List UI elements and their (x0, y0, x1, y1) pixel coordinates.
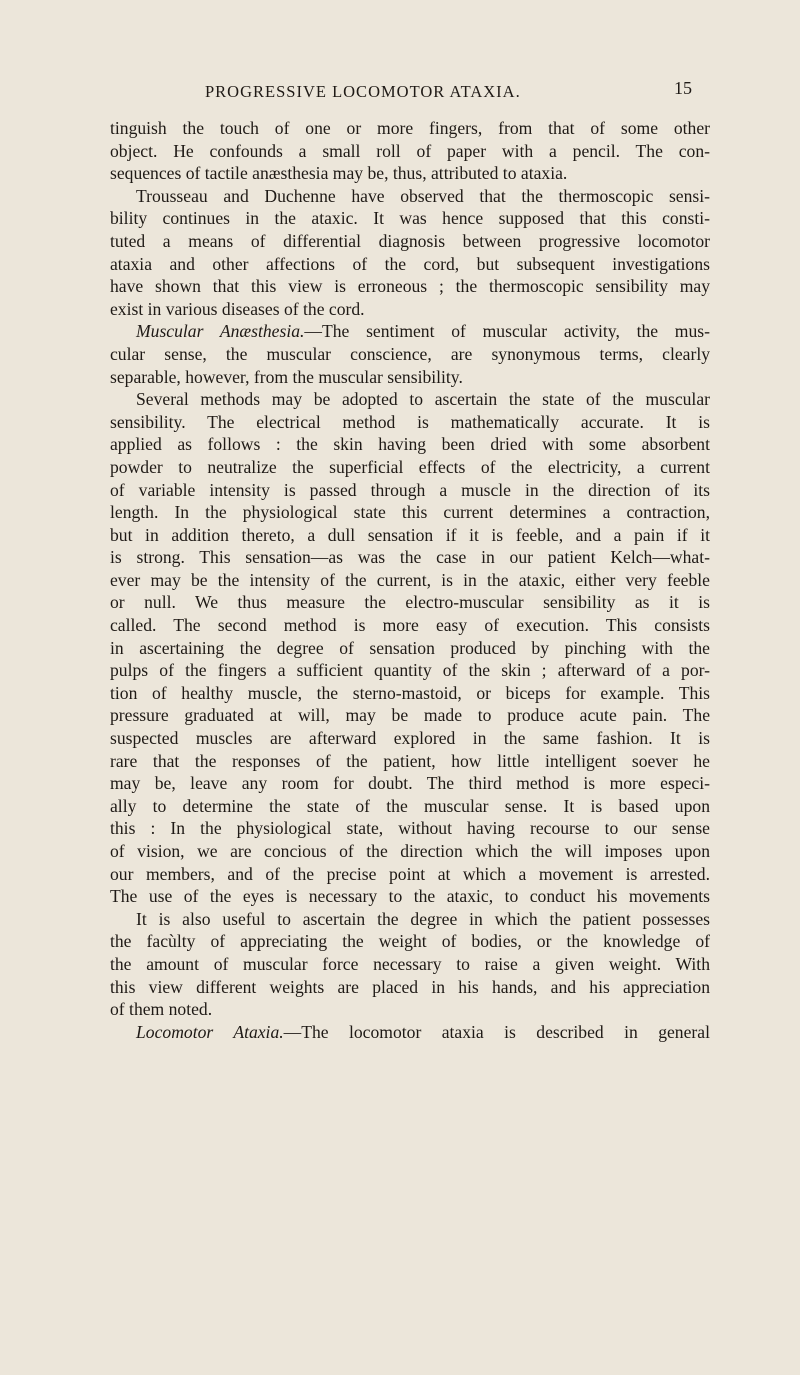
page-header (130, 78, 692, 108)
line-text: The use of the eyes is necessary to the ataxic, to conduct his movements (110, 886, 710, 907)
line-text: powder to neutralize the superficial effects of the electricity, a current (110, 456, 710, 477)
text-line (110, 727, 710, 750)
line-text: suspected muscles are afterward explored in the same fashion. It is (110, 728, 710, 749)
text-line (110, 772, 710, 795)
text-line (110, 569, 710, 592)
text-line (110, 298, 710, 321)
text-line (110, 885, 710, 908)
line-text: tinguish the touch of one or more fingers, from that of some other (110, 118, 710, 138)
text-line (110, 682, 710, 705)
line-text: the amount of muscular force necessary to raise a given weight. With (110, 953, 710, 974)
line-text: rare that the responses of the patient, how little intelligent soever he (110, 750, 710, 771)
line-text: tion of healthy muscle, the sterno-mastoid, or biceps for example. This (110, 682, 710, 703)
text-line (110, 275, 710, 298)
line-text: —The sentiment of muscular activity, the mus- (304, 321, 710, 342)
text-line (110, 117, 710, 140)
text-line (110, 817, 710, 840)
text-line (110, 253, 710, 276)
line-text: in ascertaining the degree of sensation produced by pinching with the (110, 637, 710, 658)
text-line (110, 908, 710, 931)
line-text: applied as follows : the skin having been dried with some absorbent (110, 434, 710, 455)
text-line (110, 953, 710, 976)
page-number: 15 (674, 78, 692, 98)
line-text: our members, and of the precise point at which a movement is arrested. (110, 863, 710, 884)
line-text: —The locomotor ataxia is described in general (283, 1021, 710, 1042)
text-line (110, 840, 710, 863)
text-line (110, 998, 710, 1021)
line-text: have shown that this view is erroneous ; the thermoscopic sensibility may (110, 276, 710, 297)
text-line (110, 207, 710, 230)
text-line (110, 320, 710, 343)
text-line (110, 546, 710, 569)
text-line (110, 433, 710, 456)
line-text: of variable intensity is passed through a muscle in the direction of its (110, 479, 710, 500)
line-text: is strong. This sensation—as was the case in our patient Kelch—what- (110, 547, 710, 568)
text-line (110, 1021, 710, 1044)
text-line (110, 637, 710, 660)
line-text: Trousseau and Duchenne have observed that the thermoscopic sensi- (136, 185, 710, 206)
text-line (110, 524, 710, 547)
line-text: but in addition thereto, a dull sensation if it is feeble, and a pain if it (110, 524, 710, 545)
line-text: length. In the physiological state this current determines a contraction, (110, 502, 710, 523)
text-line (110, 366, 710, 389)
text-line (110, 704, 710, 727)
line-text: sequences of tactile anæsthesia may be, thus, attributed to ataxia. (110, 163, 568, 184)
line-text: tuted a means of differential diagnosis between progressive locomotor (110, 230, 710, 251)
text-line (110, 863, 710, 886)
line-text: called. The second method is more easy of execution. This consists (110, 615, 710, 636)
line-text: ally to determine the state of the muscular sense. It is based upon (110, 795, 710, 816)
line-text: cular sense, the muscular conscience, are synonymous terms, clearly (110, 343, 710, 364)
text-line (110, 659, 710, 682)
line-text: pulps of the fingers a sufficient quantity of the skin ; afterward of a por- (110, 660, 710, 681)
line-text: or null. We thus measure the electro-muscular sensibility as it is (110, 592, 710, 613)
text-line (110, 411, 710, 434)
line-text: separable, however, from the muscular sensibility. (110, 366, 463, 387)
line-text: pressure graduated at will, may be made to produce acute pain. The (110, 705, 710, 726)
section-heading: Locomotor Ataxia. (136, 1021, 284, 1042)
running-title: PROGRESSIVE LOCOMOTOR ATAXIA. (205, 82, 521, 101)
text-line (110, 230, 710, 253)
text-line (110, 750, 710, 773)
text-line (110, 614, 710, 637)
text-line (110, 162, 710, 185)
line-text: this view different weights are placed in his hands, and his appreciation (110, 976, 710, 997)
line-text: ever may be the intensity of the current, is in the ataxic, either very feeble (110, 569, 710, 590)
text-line (110, 930, 710, 953)
text-line (110, 140, 710, 163)
line-text: sensibility. The electrical method is mathematically accurate. It is (110, 411, 710, 432)
text-line (110, 388, 710, 411)
line-text: this : In the physiological state, without having recourse to our sense (110, 818, 710, 839)
line-text: of vision, we are concious of the direction which the will imposes upon (110, 841, 710, 861)
text-line (110, 456, 710, 479)
line-text: of them noted. (110, 999, 213, 1020)
body-text (110, 117, 710, 1043)
line-text: the facùlty of appreciating the weight of bodies, or the knowledge of (110, 931, 710, 952)
line-text: bility continues in the ataxic. It was hence supposed that this consti- (110, 208, 710, 229)
line-text: object. He confounds a small roll of paper with a pencil. The con- (110, 140, 710, 161)
line-text: ataxia and other affections of the cord, but subsequent investigations (110, 253, 710, 274)
section-heading: Muscular Anæsthesia. (136, 321, 305, 342)
text-line (110, 591, 710, 614)
text-line (110, 479, 710, 502)
text-line (110, 343, 710, 366)
text-line (110, 185, 710, 208)
line-text: Several methods may be adopted to ascertain the state of the muscular (136, 389, 710, 410)
text-line (110, 501, 710, 524)
line-text: exist in various diseases of the cord. (110, 298, 365, 319)
text-line (110, 795, 710, 818)
text-line (110, 976, 710, 999)
line-text: It is also useful to ascertain the degree in which the patient possesses (136, 908, 710, 929)
line-text: may be, leave any room for doubt. The third method is more especi- (110, 773, 710, 794)
